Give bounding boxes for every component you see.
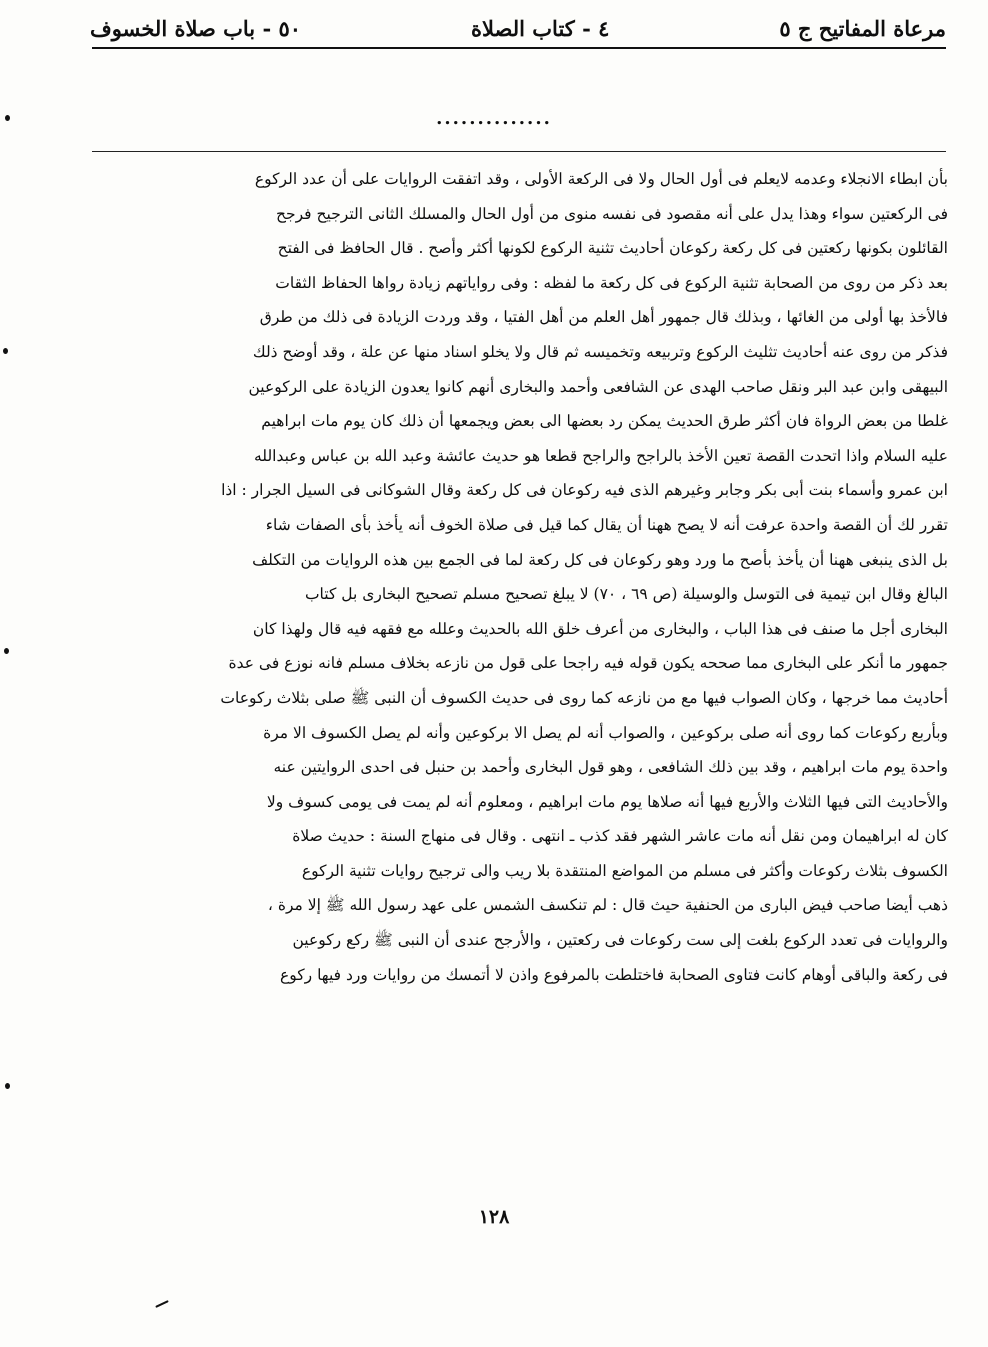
scan-stroke [155, 1300, 169, 1308]
body-rule [92, 151, 946, 152]
text-line: غلطا من بعض الرواة فان أكثر طرق الحديث يمكن رد بعضها الى بعض ويجمعها أن ذلك كان يوم مات ابراهيم [261, 412, 948, 431]
text-line: كان له ابراهيمان ومن نقل أنه مات عاشر الشهر فقد كذب ـ انتهى . وقال فى منهاج السنة : حديث صلاة [292, 827, 948, 846]
text-line: فذكر من روى عنه أحاديث تثليث الركوع وتربيعه وتخميسه ثم قال ولا يخلو اسناد منها عن علة ، وقد أوضح ذلك [252, 342, 948, 361]
text-line: ابن عمرو وأسماء بنت أبى بكر وجابر وغيرهم الذى فيه ركوعان فى كل ركعة وقال الشوكانى فى السيل الجرار : اذا [221, 481, 948, 500]
text-line: البيهقى وابن عبد البر ونقل صاحب الهدى عن الشافعى وأحمد والبخارى أنهم كانوا يعدون الزيادة على الركوعين [248, 377, 948, 396]
header-book-section: ٤ - كتاب الصلاة [470, 15, 610, 41]
text-line: فى الركعتين سواء وهذا يدل على أنه مقصود فى نفسه منوى من أول الحال والمسلك الثانى الترجيح فرجح [276, 204, 948, 223]
header-rule [92, 47, 946, 49]
text-line: عليه السلام واذا اتحدت القصة تعين الأخذ بالراجح والراجح قطعا هو حديث عائشة وعبد الله بن عباس وعبدالله [254, 446, 948, 465]
text-line: ذهب أيضا صاحب فيض البارى من الحنفية حيث قال : لم تنكسف الشمس على عهد رسول الله ﷺ إلا مرة ، [267, 896, 948, 915]
text-line: وبأربع ركوعات كما روى أنه صلى بركوعين ، والصواب أنه لم يصل الا بركوعين وأنه لم يصل الكسوف الا مرة [263, 723, 948, 742]
header-chapter: ٥٠ - باب صلاة الخسوف [90, 15, 302, 41]
text-line: تقرر لك أن القصة واحدة عرفت أنه لا يصح ههنا أن يقال كما قيل فى صلاة الخوف أنه يأخذ بأى الصفات شاء [265, 515, 948, 534]
text-line: فالأخذ بها أولى من الغائها ، وبذلك قال جمهور أهل العلم من أهل الفتيا ، وقد وردت الزيادة فى ذلك من طرق [259, 308, 948, 327]
text-line: البالغ وقال ابن تيمية فى التوسل والوسيلة (ص ٦٩ ، ٧٠) لا يبلغ تصحيح مسلم تصحيح البخارى بل كتاب [304, 585, 948, 604]
text-line: والروايات فى تعدد الركوع بلغت إلى ست ركوعات فى ركعتين ، والأرجح عندى أن النبى ﷺ ركع ركوعين [292, 931, 948, 950]
text-line: والأحاديث التى فيها الثلاث والأربع فيها أنه صلاها يوم مات ابراهيم ، ومعلوم أنه لم يمت فى يومى كسوف ولا [266, 792, 948, 811]
text-line: البخارى أجل ما صنف فى هذا الباب ، والبخارى من أعرف خلق الله بالحديث وعلله مع فقهه فيه قال ولهذا كان [252, 619, 948, 638]
scan-speck [4, 648, 9, 654]
scan-speck [5, 1083, 10, 1089]
text-line: واحدة يوم مات ابراهيم ، وقد بين ذلك الشافعى ، وهو قول البخارى وأحمد بن حنبل فى احدى الروايتين عنه [273, 758, 948, 777]
text-line: بعد ذكر من روى من الصحابة تثنية الركوع فى كل ركعة ما لفظه : وفى رواياتهم زيادة رواها الحفاظ الثقات [275, 273, 948, 292]
scan-speck [5, 115, 10, 121]
page-number: ١٢٨ [478, 1206, 510, 1228]
text-body [92, 162, 948, 1202]
text-line: بل الذى ينبغى ههنا أن يأخذ بأصح ما ورد وهو ركوعان فى كل ركعة لما فى الجمع بين هذه الروايات من التكلف [252, 550, 948, 569]
text-line: أحاديث مما خرجها ، وكان الصواب فيها مع من نازعه كما روى فى حديث الكسوف أن النبى ﷺ صلى بثلاث ركوعات [220, 688, 948, 707]
scan-speck [3, 348, 8, 354]
running-header [90, 10, 946, 46]
text-line: جمهور ما أنكر على البخارى مما صححه يكون قوله فيه راجحا على قول من نازعه بخلاف مسلم فانه نوزع فى عدة [228, 654, 948, 673]
header-book-volume: مرعاة المفاتيح ج ٥ [779, 15, 946, 41]
text-line: بأن ابطاء الانجلاء وعدمه لايعلم فى أول الحال ولا فى الركعة الأولى ، وقد اتفقت الروايات على أن عدد الركوع [254, 170, 948, 188]
text-line: الكسوف بثلاث ركوعات وأكثر فى مسلم من المواضع المنتقدة بلا ريب والى ترجيح روايات تثنية الركوع [301, 861, 948, 880]
text-line: القائلون بكونها ركعتين فى كل ركعة ركوعان أحاديث تثنية الركوع لكونها أكثر وأصح . قال الحافظ فى الفتح [277, 239, 948, 258]
section-separator: .............. [436, 108, 552, 129]
text-line: فى ركعة والباقى أوهام كانت فتاوى الصحابة فاختلطت بالمرفوع واذن لا أتمسك من روايات ورد فيها ركوع [280, 965, 948, 984]
